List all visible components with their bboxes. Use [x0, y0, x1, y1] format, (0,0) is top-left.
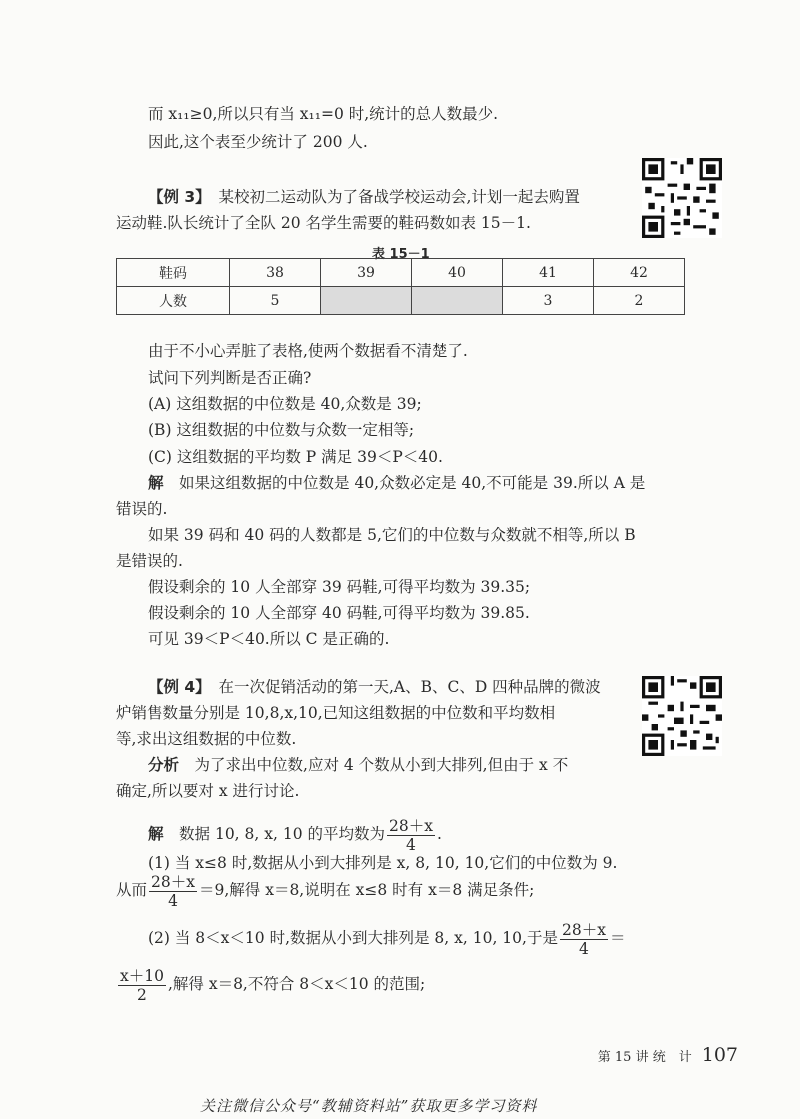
solution-label: 解 — [148, 825, 164, 843]
table-cell: 38 — [230, 259, 321, 287]
lecture-title: 第 15 讲 统 计 — [597, 1050, 692, 1065]
analysis-line: 分析 为了求出中位数,应对 4 个数从小到大排列,但由于 x 不 — [148, 756, 569, 774]
table-cell: 42 — [594, 259, 685, 287]
fraction: $\frac{28+x}{4}$ — [389, 816, 433, 854]
table-cell: 人数 — [117, 287, 230, 315]
option-b: (B) 这组数据的中位数与众数一定相等; — [148, 421, 415, 439]
text-line: 而 x₁₁≥0,所以只有当 x₁₁=0 时,统计的总人数最少. — [148, 105, 499, 123]
option-c: (C) 这组数据的平均数 P 满足 39＜P＜40. — [148, 448, 443, 466]
table-row — [117, 259, 685, 287]
qr-code-icon[interactable] — [642, 158, 722, 238]
text-line: 假设剩余的 10 人全部穿 39 码鞋,可得平均数为 39.35; — [148, 578, 531, 596]
solution-line: 解 数据 10, 8, x, 10 的平均数为 $\frac{28+x}{4}$ . — [148, 816, 442, 854]
text-line: 如果 39 码和 40 码的人数都是 5,它们的中位数与众数就不相等,所以 B — [148, 526, 636, 544]
example-3-label: 【例 3】 — [148, 188, 203, 206]
text-line: 可见 39＜P＜40.所以 C 是正确的. — [148, 630, 390, 648]
text-line: 错误的. — [116, 500, 168, 518]
text-line: 等,求出这组数据的中位数. — [116, 730, 297, 748]
table-cell: 3 — [503, 287, 594, 315]
case-2-cont: $\frac{x+10}{2}$ ,解得 x＝8,不符合 8＜x＜10 的范围; — [120, 966, 426, 1004]
table-cell: 鞋码 — [117, 259, 230, 287]
text-line: 因此,这个表至少统计了 200 人. — [148, 133, 368, 151]
fraction: $\frac{28+x}{4}$ — [151, 872, 195, 910]
solution-line: 解 如果这组数据的中位数是 40,众数必定是 40,不可能是 39.所以 A 是 — [148, 474, 646, 492]
smudged-cell — [321, 287, 412, 315]
case-2: (2) 当 8＜x＜10 时,数据从小到大排列是 8, x, 10, 10,于是 $\frac{28+x}{4}$ ＝ — [148, 920, 626, 958]
text-line: 由于不小心弄脏了表格,使两个数据看不清楚了. — [148, 342, 468, 360]
table-cell: 40 — [412, 259, 503, 287]
case-1: (1) 当 x≤8 时,数据从小到大排列是 x, 8, 10, 10,它们的中位数为 9. — [148, 854, 618, 872]
text-line: 假设剩余的 10 人全部穿 40 码鞋,可得平均数为 39.85. — [148, 604, 530, 622]
example-4-line-1: 【例 4】 在一次促销活动的第一天,A、B、C、D 四种品牌的微波 — [148, 678, 601, 696]
fraction: $\frac{x+10}{2}$ — [120, 966, 164, 1004]
table-cell: 5 — [230, 287, 321, 315]
analysis-label: 分析 — [148, 756, 180, 774]
table-cell: 41 — [503, 259, 594, 287]
page-number: 107 — [701, 1044, 738, 1066]
table-caption: 表 15－1 — [372, 247, 430, 262]
shoe-size-table — [116, 258, 685, 315]
qr-code-icon[interactable] — [642, 676, 722, 756]
case-1-cont: 从而 $\frac{28+x}{4}$ ＝9,解得 x＝8,说明在 x≤8 时有 x＝8 满足条件; — [116, 872, 535, 910]
text-line: 是错误的. — [116, 552, 183, 570]
promo-text: 关注微信公众号“教辅资料站”获取更多学习资料 — [200, 1097, 538, 1115]
table-cell: 39 — [321, 259, 412, 287]
example-3-line-1: 【例 3】 某校初二运动队为了备战学校运动会,计划一起去购置 — [148, 188, 580, 206]
example-4-label: 【例 4】 — [148, 678, 203, 696]
text-line: 炉销售数量分别是 10,8,x,10,已知这组数据的中位数和平均数相 — [116, 704, 556, 722]
text-line: 运动鞋.队长统计了全队 20 名学生需要的鞋码数如表 15－1. — [116, 214, 531, 232]
smudged-cell — [412, 287, 503, 315]
fraction: $\frac{28+x}{4}$ — [561, 920, 606, 958]
option-a: (A) 这组数据的中位数是 40,众数是 39; — [148, 395, 422, 413]
text-line: 确定,所以要对 x 进行讨论. — [116, 782, 300, 800]
table-row — [117, 287, 685, 315]
text-line: 试问下列判断是否正确? — [148, 369, 312, 387]
table-cell: 2 — [594, 287, 685, 315]
solution-label: 解 — [148, 474, 164, 492]
page-footer — [598, 1044, 738, 1066]
